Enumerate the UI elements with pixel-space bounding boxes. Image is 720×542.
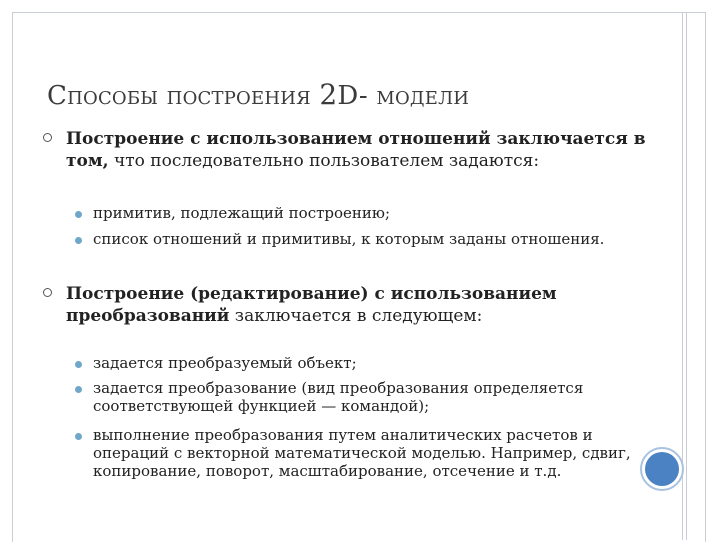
section2-item-bullet xyxy=(75,433,82,440)
title-digit: 2 xyxy=(319,78,338,111)
section2-text: заключается в следующем: xyxy=(229,306,483,326)
section2-item: задается преобразование (вид преобразования определяется соответствующей функцией — командой); xyxy=(93,379,584,415)
section2-item-bullet xyxy=(75,386,82,393)
section1-bullet xyxy=(43,133,52,142)
decorative-circle xyxy=(645,452,679,486)
title-suffix: D- модели xyxy=(337,81,470,111)
section2-bold-text: Построение (редактирование) с использованием преобразований xyxy=(66,284,557,326)
slide-title xyxy=(47,78,469,111)
title-prefix: Способы построения xyxy=(47,81,320,111)
section2-item: задается преобразуемый объект; xyxy=(93,354,357,372)
section2-item: выполнение преобразования путем аналитических расчетов и операций с векторной математической моделью. Например, сдвиг, копирование, поворот, масштабирование, отсечение и т.д. xyxy=(93,426,631,480)
section2-bullet xyxy=(43,288,52,297)
section1-item: примитив, подлежащий построению; xyxy=(93,204,391,222)
section1-item-bullet xyxy=(75,237,82,244)
frame-rule xyxy=(686,12,687,540)
section1-item-bullet xyxy=(75,211,82,218)
section1-bold-text: Построение с использованием отношений заключается в том, xyxy=(66,129,646,171)
section2-paragraph xyxy=(66,283,656,327)
section1-paragraph xyxy=(66,128,656,172)
section1-text: что последовательно пользователем задаются: xyxy=(108,151,540,171)
section2-item-bullet xyxy=(75,361,82,368)
section1-item: список отношений и примитивы, к которым заданы отношения. xyxy=(93,230,605,248)
